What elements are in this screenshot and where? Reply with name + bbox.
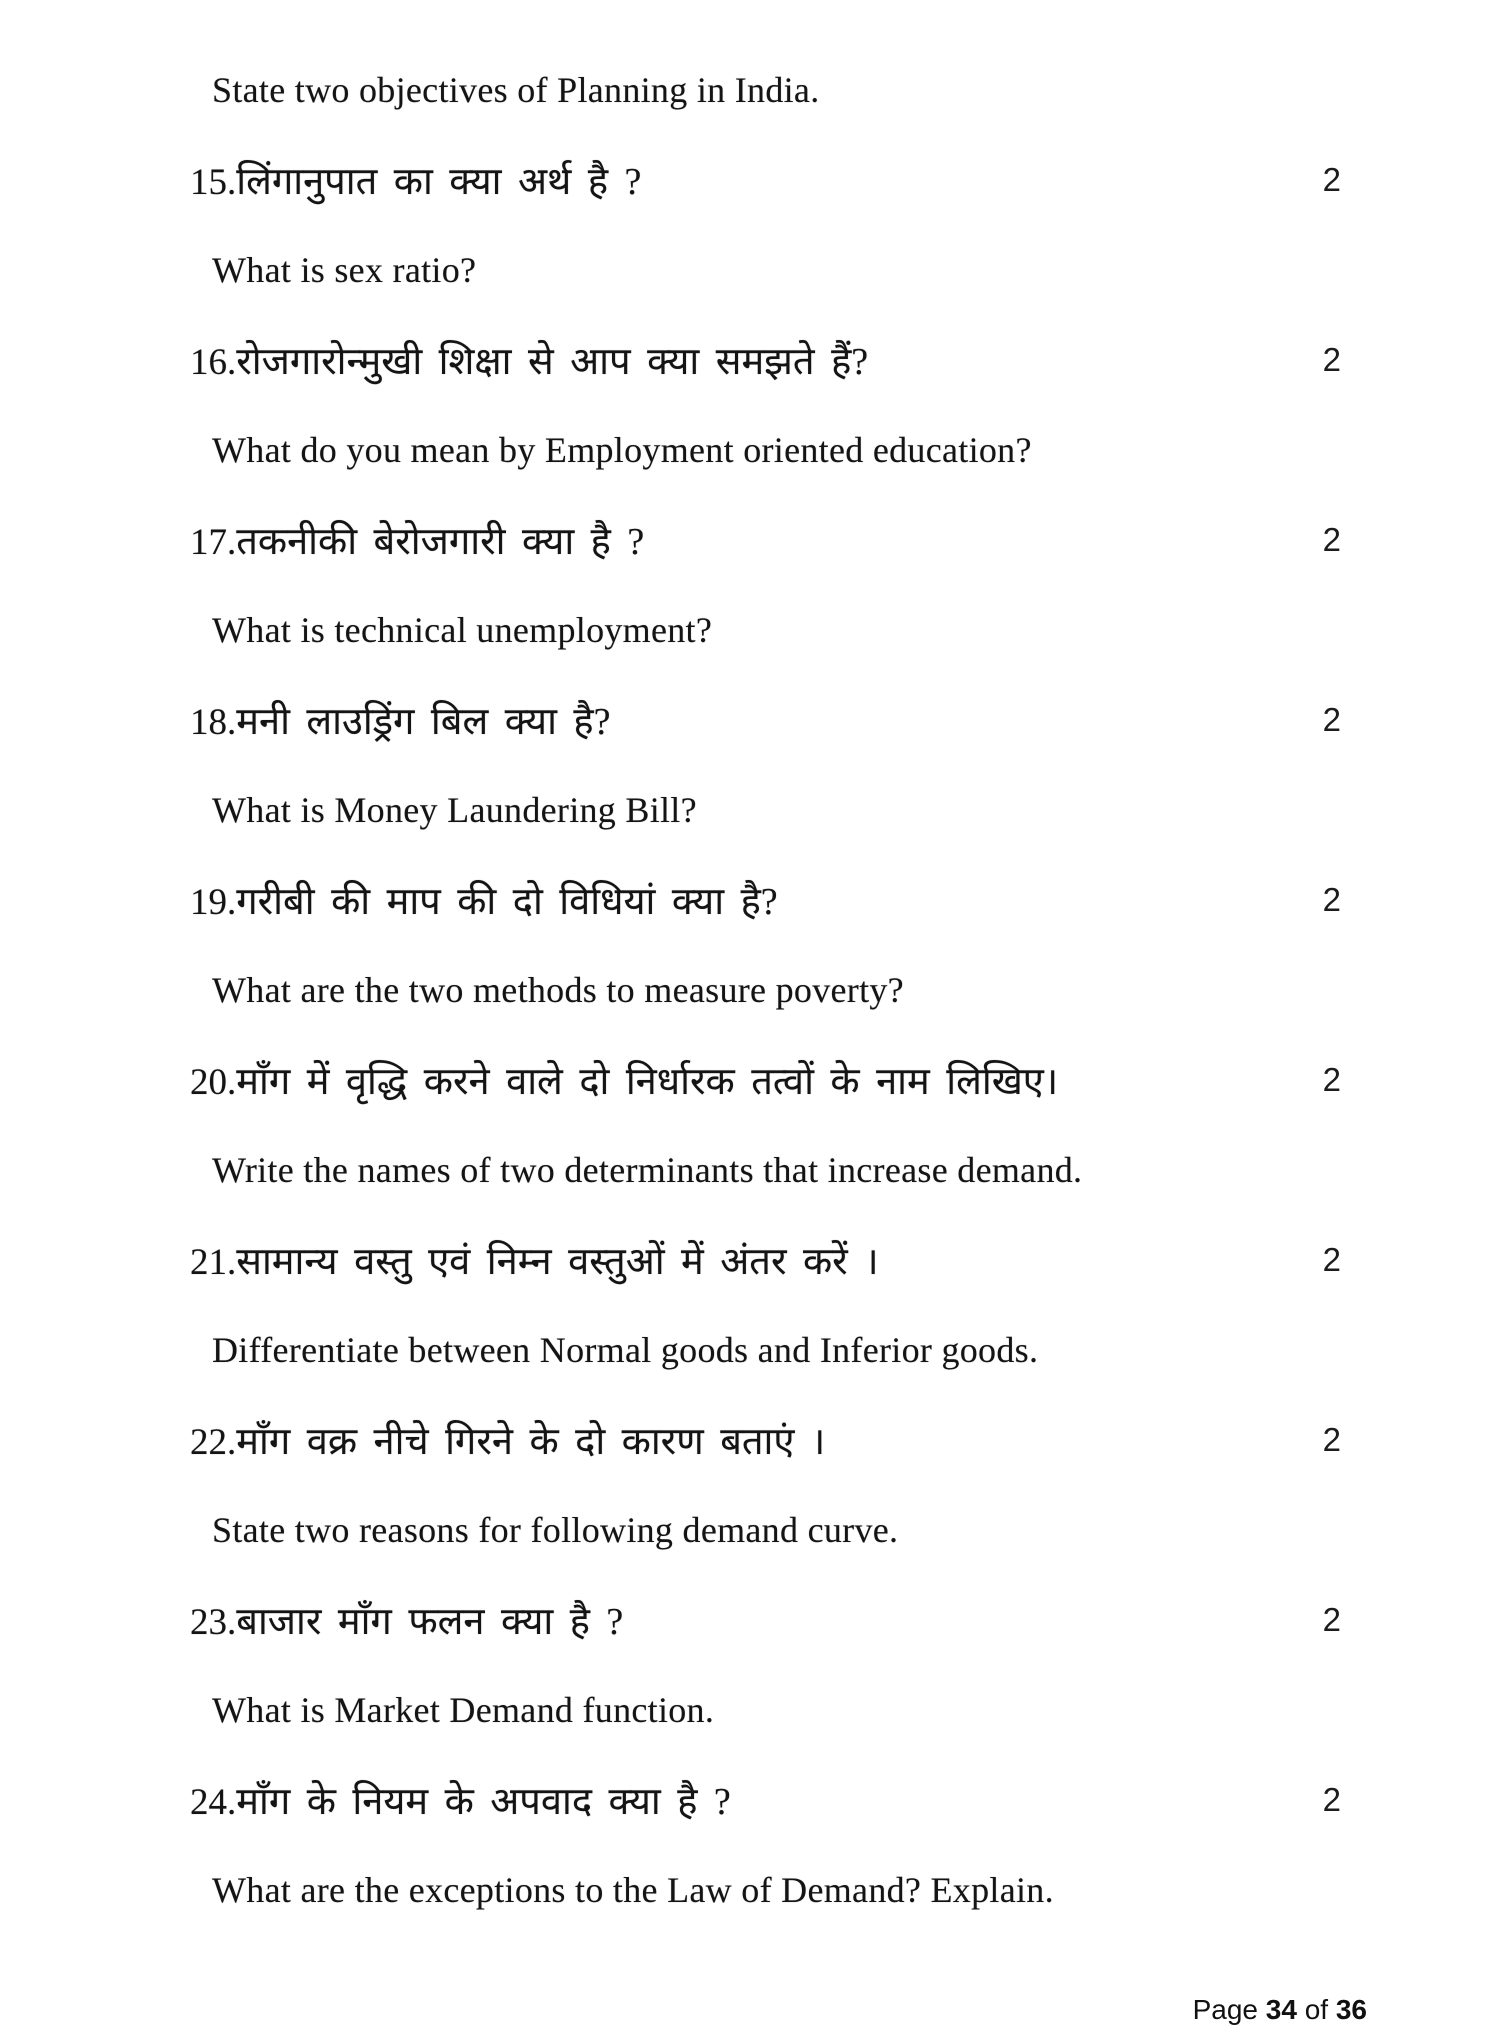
question-hindi-24 [190, 1774, 731, 1826]
question-english-21 [190, 1305, 1345, 1395]
marks-value: 2 [1322, 1421, 1341, 1458]
question-row-15 [190, 135, 1345, 225]
question-text-hindi: माँग वक्र नीचे गिरने के दो कारण बताएं । [236, 1421, 826, 1463]
marks-value: 2 [1322, 701, 1341, 738]
question-text-hindi: माँग के नियम के अपवाद क्या है ? [236, 1781, 731, 1823]
marks-value: 2 [1322, 1781, 1341, 1818]
question-hindi-17 [190, 514, 644, 566]
question-row-18 [190, 675, 1345, 765]
question-text-hindi: सामान्य वस्तु एवं निम्न वस्तुओं में अंतर करें । [236, 1241, 879, 1283]
question-text-english: What are the two methods to measure poverty? [212, 970, 904, 1010]
question-text-hindi: बाजार माँग फलन क्या है ? [236, 1601, 624, 1643]
marks-value: 2 [1322, 341, 1341, 378]
page-number-footer [1193, 1994, 1367, 2026]
question-hindi-21 [190, 1234, 879, 1286]
footer-of-label: of [1296, 1994, 1336, 2025]
question-hindi-22 [190, 1414, 825, 1466]
question-row-17 [190, 495, 1345, 585]
marks-value: 2 [1322, 881, 1341, 918]
question-row-22 [190, 1395, 1345, 1485]
question-hindi-23 [190, 1594, 623, 1646]
question-row-21 [190, 1215, 1345, 1305]
question-english-18 [190, 765, 1345, 855]
question-hindi-19 [190, 874, 778, 926]
question-number: 24. [190, 1782, 237, 1823]
question-text-hindi: गरीबी की माप की दो विधियां क्या है? [236, 881, 778, 923]
question-number: 17. [190, 522, 237, 563]
footer-current-page: 34 [1265, 1994, 1297, 2025]
question-number: 21. [190, 1242, 237, 1283]
question-number: 18. [190, 702, 237, 743]
question-text-english: What do you mean by Employment oriented education? [212, 430, 1032, 470]
question-row-24 [190, 1755, 1345, 1845]
footer-total-pages: 36 [1335, 1994, 1367, 2025]
question-row-16 [190, 315, 1345, 405]
question-text-english: Differentiate between Normal goods and Inferior goods. [212, 1330, 1039, 1370]
question-text-hindi: तकनीकी बेरोजगारी क्या है ? [236, 521, 645, 563]
marks-value: 2 [1322, 161, 1341, 198]
question-row-20 [190, 1035, 1345, 1125]
question-row-19 [190, 855, 1345, 945]
question-text-english: What is Market Demand function. [212, 1690, 715, 1730]
marks-value: 2 [1322, 521, 1341, 558]
question-text-english: What is sex ratio? [212, 250, 477, 290]
footer-page-label: Page [1192, 1994, 1266, 2025]
question-english-16 [190, 405, 1345, 495]
question-hindi-18 [190, 694, 610, 746]
question-row-23 [190, 1575, 1345, 1665]
intro-line [190, 45, 1345, 135]
question-english-22 [190, 1485, 1345, 1575]
marks-value: 2 [1322, 1241, 1341, 1278]
question-hindi-16 [190, 334, 868, 386]
question-english-15 [190, 225, 1345, 315]
question-text-english: Write the names of two determinants that increase demand. [212, 1150, 1083, 1190]
question-number: 19. [190, 882, 237, 923]
question-text-hindi: मनी लाउड्रिंग बिल क्या है? [236, 701, 611, 743]
question-text-hindi: लिंगानुपात का क्या अर्थ है ? [236, 161, 642, 203]
question-hindi-20 [190, 1054, 1058, 1106]
question-text-english: What is technical unemployment? [212, 610, 713, 650]
question-number: 16. [190, 342, 237, 383]
question-english-17 [190, 585, 1345, 675]
question-english-23 [190, 1665, 1345, 1755]
question-hindi-15 [190, 154, 641, 206]
question-text-english: State two reasons for following demand curve. [212, 1510, 899, 1550]
question-number: 20. [190, 1062, 237, 1103]
question-number: 22. [190, 1422, 237, 1463]
question-number: 23. [190, 1602, 237, 1643]
question-english-20 [190, 1125, 1345, 1215]
question-text-hindi: रोजगारोन्मुखी शिक्षा से आप क्या समझते हैं? [236, 341, 869, 383]
question-english-24 [190, 1845, 1345, 1935]
marks-value: 2 [1322, 1601, 1341, 1638]
marks-value: 2 [1322, 1061, 1341, 1098]
question-number: 15. [190, 162, 237, 203]
question-text-hindi: माँग में वृद्धि करने वाले दो निर्धारक तत्वों के नाम लिखिए। [236, 1061, 1059, 1103]
question-text-english: What is Money Laundering Bill? [212, 790, 697, 830]
question-english-19 [190, 945, 1345, 1035]
question-text-english: What are the exceptions to the Law of Demand? Explain. [212, 1870, 1054, 1910]
intro-line-text: State two objectives of Planning in India. [212, 70, 820, 110]
